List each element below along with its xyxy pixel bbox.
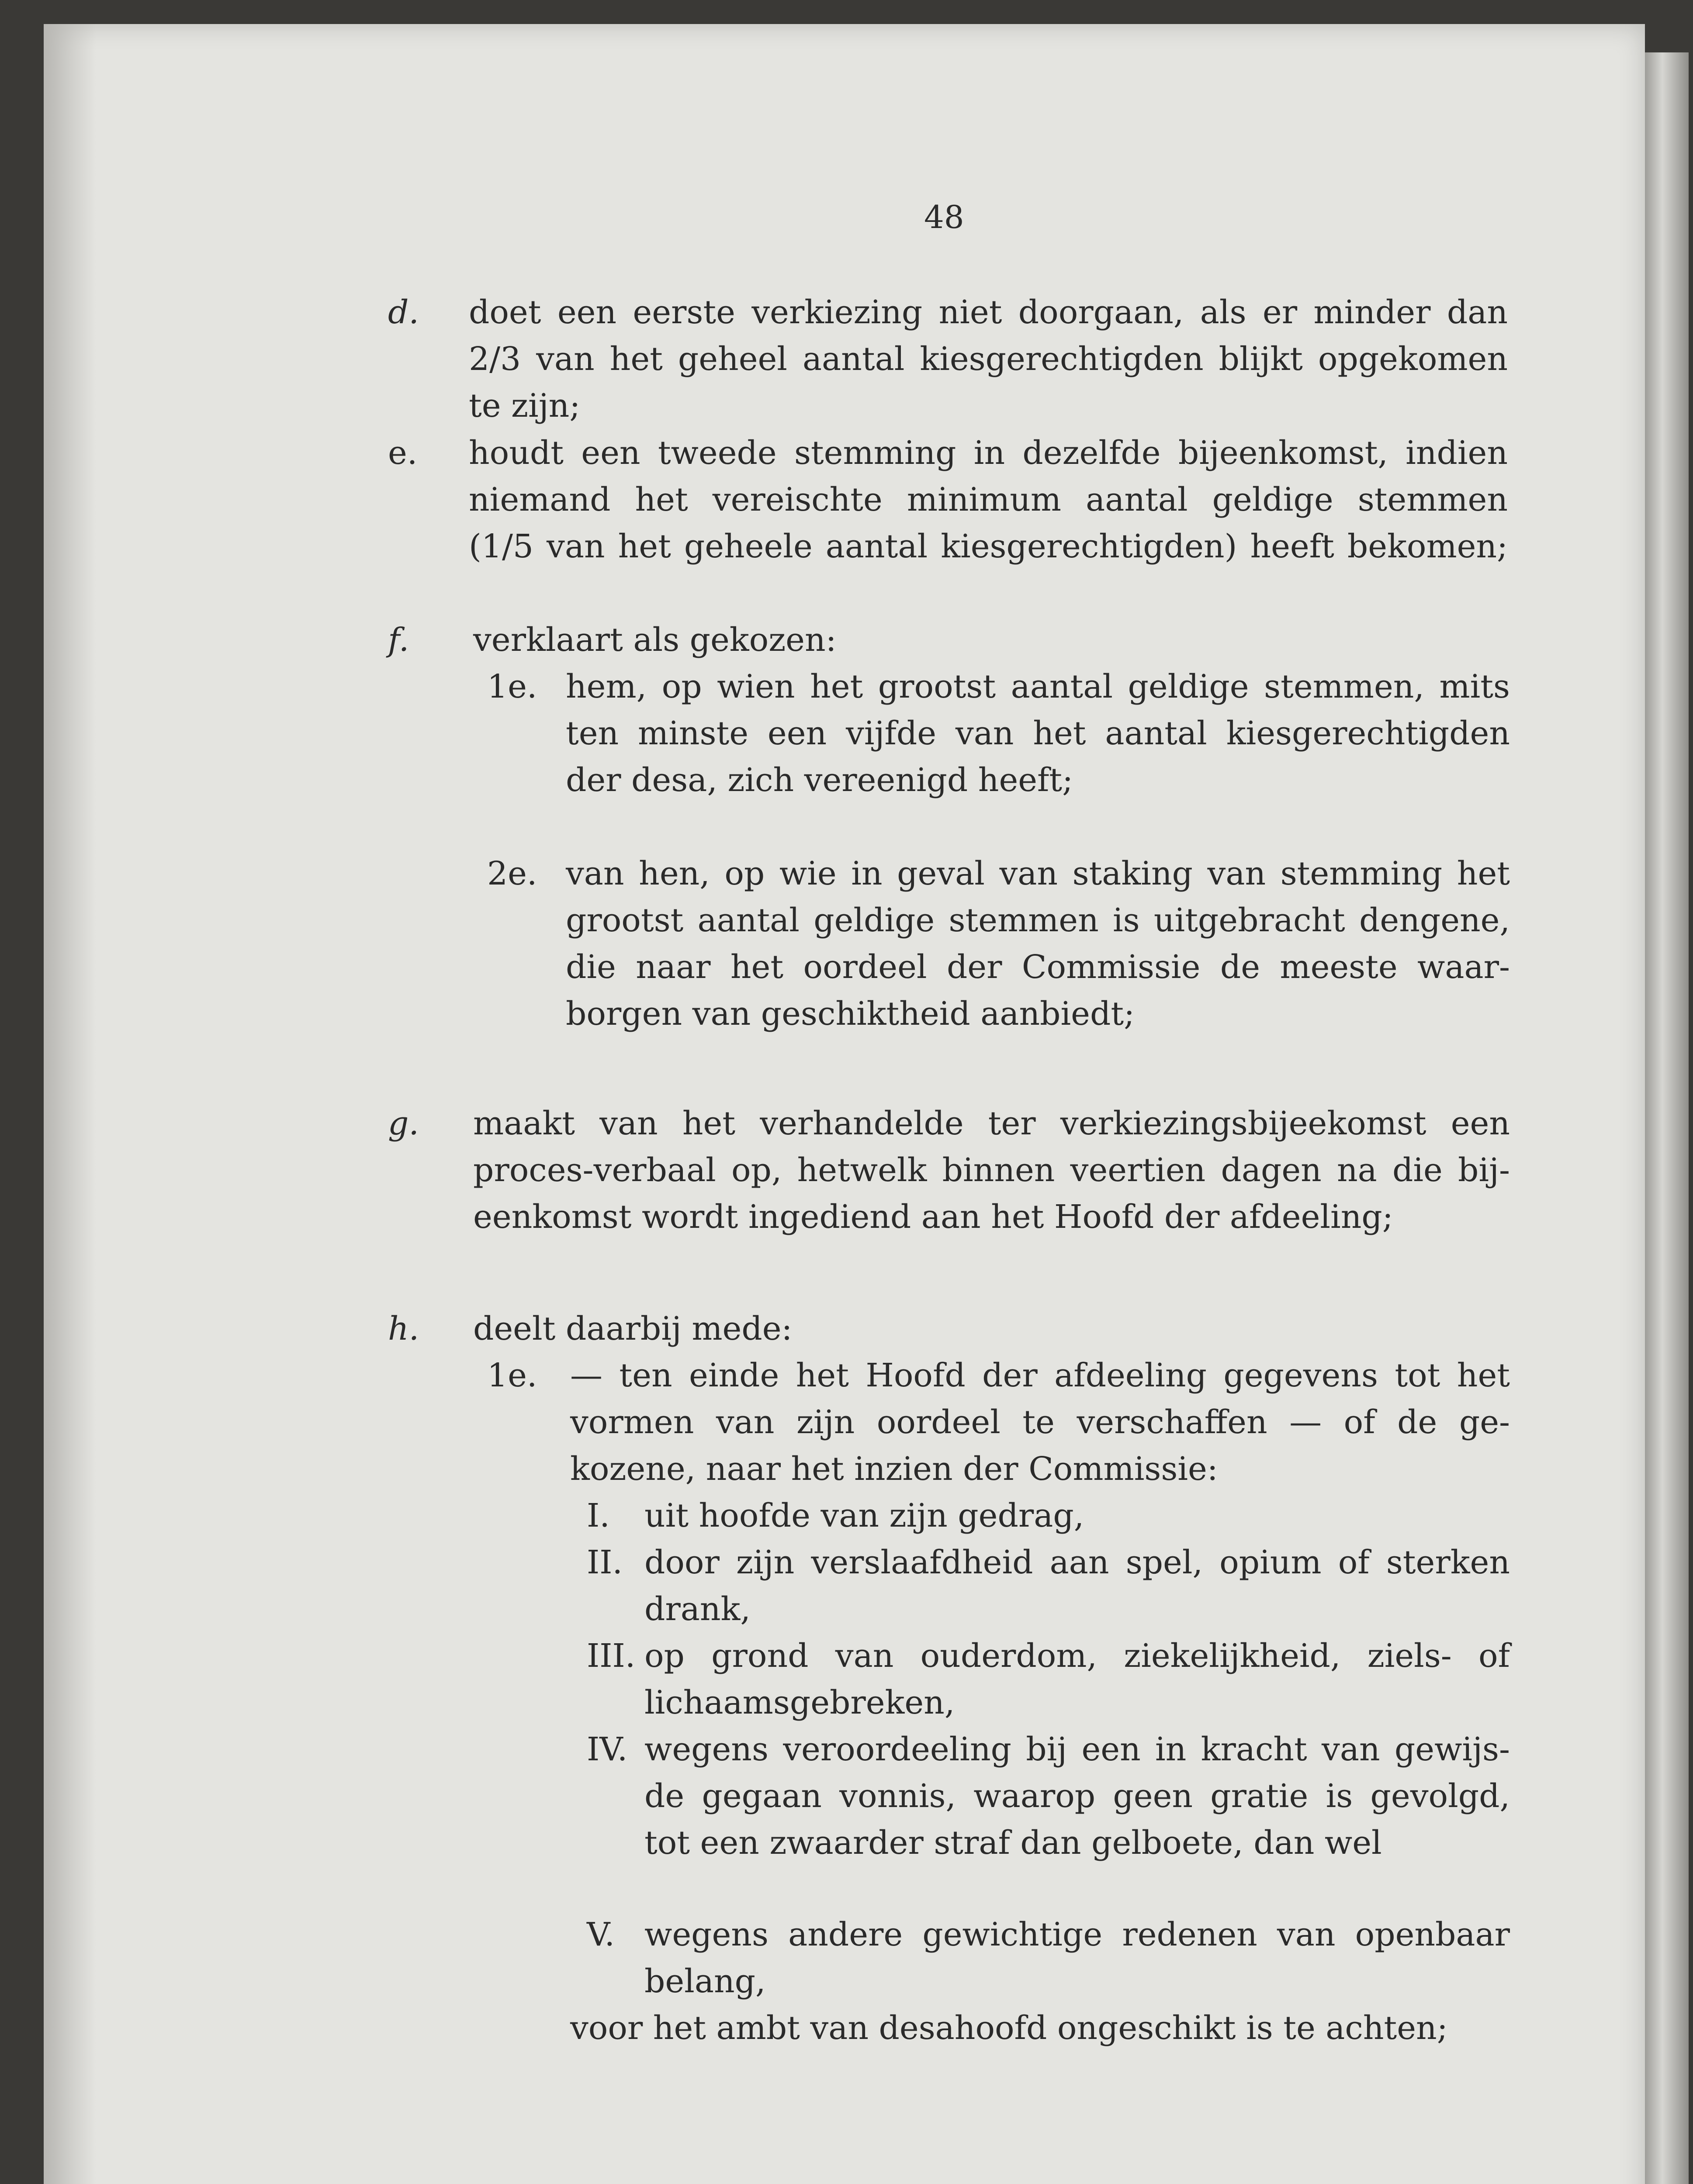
clause-marker-h: h.: [388, 1310, 419, 1348]
reason-line: op grond van ouderdom, ziekelijkheid, ziels- of: [644, 1637, 1510, 1675]
clause-g-line: maakt van het verhandelde ter verkiezingsbijeekomst een: [473, 1105, 1510, 1142]
reason-line: tot een zwaarder straf dan gelboete, dan wel: [644, 1824, 1382, 1862]
clause-f-intro: verklaart als gekozen:: [473, 621, 837, 659]
item-line: die naar het oordeel der Commissie de meeste waar-: [566, 948, 1510, 986]
page-number: 48: [924, 199, 964, 235]
reason-line: drank,: [644, 1590, 751, 1628]
reason-line: uit hoofde van zijn gedrag,: [644, 1497, 1084, 1534]
item-line: — ten einde het Hoofd der afdeeling gegevens tot het: [570, 1357, 1510, 1394]
clause-h-closing: voor het ambt van desahoofd ongeschikt is te achten;: [570, 2009, 1448, 2047]
item-line: borgen van geschiktheid aanbiedt;: [566, 995, 1135, 1033]
reason-line: belang,: [644, 1963, 766, 2000]
reason-line: lichaamsgebreken,: [644, 1684, 955, 1721]
item-number: 1e.: [487, 668, 537, 705]
item-number: 2e.: [487, 855, 537, 892]
clause-d-line: doet een eerste verkiezing niet doorgaan, als er minder dan: [469, 294, 1508, 331]
reason-line: de gegaan vonnis, waarop geen gratie is gevolgd,: [644, 1777, 1510, 1815]
clause-g-line: eenkomst wordt ingediend aan het Hoofd der afdeeling;: [473, 1198, 1393, 1236]
reason-line: door zijn verslaafdheid aan spel, opium of sterken: [644, 1544, 1510, 1581]
clause-d-line: 2/3 van het geheel aantal kiesgerechtigden blijkt opgekomen: [469, 340, 1508, 378]
item-line: der desa, zich vereenigd heeft;: [566, 761, 1073, 799]
reason-number: II.: [587, 1544, 623, 1581]
reason-line: wegens andere gewichtige redenen van openbaar: [644, 1916, 1510, 1953]
clause-marker-f: f.: [388, 621, 409, 659]
reason-number: IV.: [587, 1731, 628, 1768]
clause-marker-e: e.: [388, 434, 418, 472]
item-line: kozene, naar het inzien der Commissie:: [570, 1450, 1218, 1488]
clause-d-line: te zijn;: [469, 387, 581, 425]
item-line: hem, op wien het grootst aantal geldige stemmen, mits: [566, 668, 1510, 705]
clause-e-line: houdt een tweede stemming in dezelfde bijeenkomst, indien: [469, 434, 1508, 472]
reason-number: III.: [587, 1637, 636, 1675]
clause-marker-d: d.: [388, 294, 419, 331]
clause-h-intro: deelt daarbij mede:: [473, 1310, 793, 1348]
clause-e-line: niemand het vereischte minimum aantal geldige stemmen: [469, 481, 1508, 518]
reason-line: wegens veroordeeling bij een in kracht van gewijs-: [644, 1731, 1510, 1768]
item-line: van hen, op wie in geval van staking van stemming het: [566, 855, 1510, 892]
reason-number: V.: [587, 1916, 615, 1953]
item-number: 1e.: [487, 1357, 537, 1394]
item-line: vormen van zijn oordeel te verschaffen — of de ge-: [570, 1403, 1510, 1441]
reason-number: I.: [587, 1497, 610, 1534]
clause-g-line: proces-verbaal op, hetwelk binnen veertien dagen na die bij-: [473, 1151, 1510, 1189]
clause-marker-g: g.: [388, 1105, 419, 1142]
clause-e-line: (1/5 van het geheele aantal kiesgerechtigden) heeft bekomen;: [469, 528, 1508, 565]
item-line: grootst aantal geldige stemmen is uitgebracht dengene,: [566, 902, 1510, 939]
item-line: ten minste een vijfde van het aantal kiesgerechtigden: [566, 715, 1510, 752]
